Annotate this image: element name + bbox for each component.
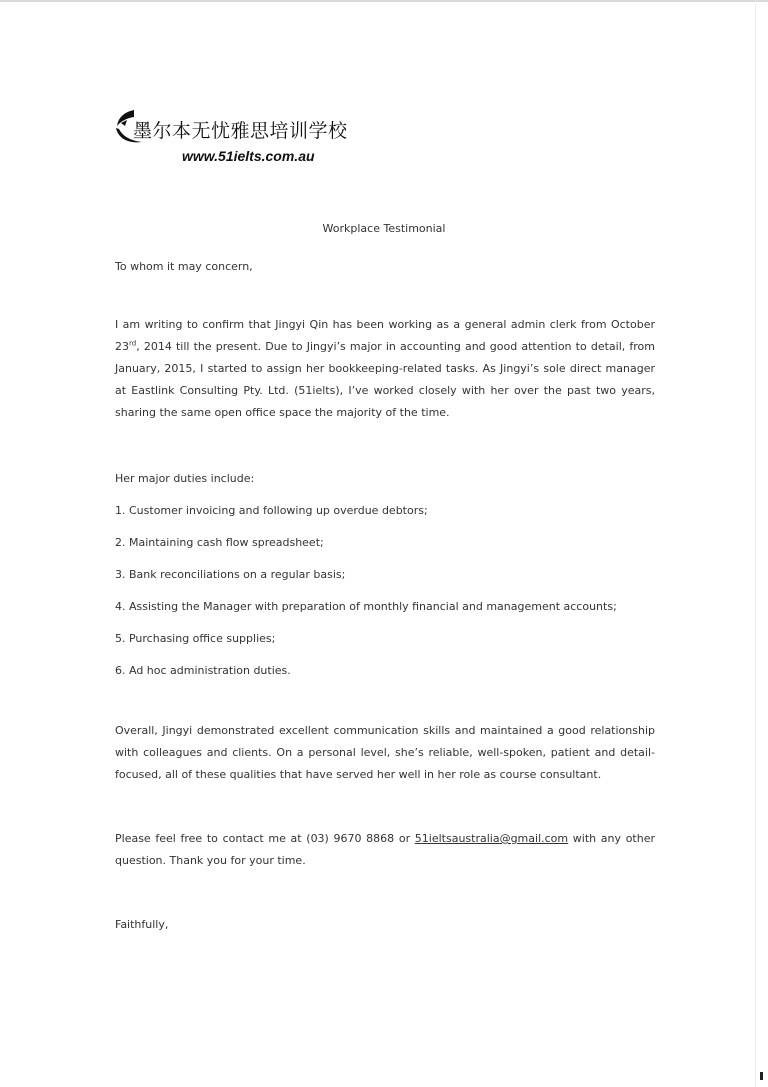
- contact-email-link[interactable]: 51ieltsaustralia@gmail.com: [414, 832, 569, 845]
- duty-item: 3. Bank reconciliations on a regular basis;: [115, 568, 346, 581]
- school-website: www.51ielts.com.au: [182, 148, 315, 164]
- paragraph-employment-part2: , 2014 till the present. Due to Jingyi’s major in accounting and good attention to detail, from January, 2015, I started to assign her bookkeeping-related tasks. As Jingyi’s sole direct manager at Eastlink Consulting Pty. Ltd. (51ielts), I’ve worked closely with her over the past two years, sharing the same open office space the majority of the time.: [115, 340, 655, 419]
- paragraph-qualities: Overall, Jingyi demonstrated excellent communication skills and maintained a good relationship with colleagues and clients. On a personal level, she’s reliable, well-spoken, patient and detail-focused, all of these qualities that have served her well in her role as course consultant.: [115, 724, 655, 781]
- document-title: Workplace Testimonial: [322, 222, 446, 235]
- school-logo: [112, 104, 372, 164]
- duties-list: [115, 500, 675, 692]
- school-name: 墨尔本无忧雅思培训学校: [133, 120, 348, 142]
- duty-item: 1. Customer invoicing and following up overdue debtors;: [115, 504, 428, 517]
- paragraph-employment: [115, 314, 655, 424]
- duty-item: 6. Ad hoc administration duties.: [115, 664, 291, 677]
- ordinal-suffix: rd: [129, 339, 137, 348]
- duty-item: 2. Maintaining cash flow spreadsheet;: [115, 536, 324, 549]
- contact-text-after: with any other question. Thank you for your time.: [115, 832, 655, 867]
- duties-intro: Her major duties include:: [115, 472, 255, 485]
- closing: Faithfully,: [115, 918, 169, 931]
- scan-top-edge: [0, 0, 768, 2]
- salutation: To whom it may concern,: [115, 260, 253, 273]
- duty-item: 5. Purchasing office supplies;: [115, 632, 276, 645]
- duty-item: 4. Assisting the Manager with preparation of monthly financial and management accounts;: [115, 600, 617, 613]
- contact-text-before: Please feel free to contact me at (03) 9670 8868 or: [115, 832, 415, 845]
- paragraph-employment-part1: I am writing to confirm that Jingyi Qin has been working as a general admin clerk from October 23: [115, 318, 655, 353]
- scan-right-edge: [755, 0, 756, 1087]
- scan-mark: [760, 1072, 763, 1080]
- paragraph-contact: [115, 828, 655, 872]
